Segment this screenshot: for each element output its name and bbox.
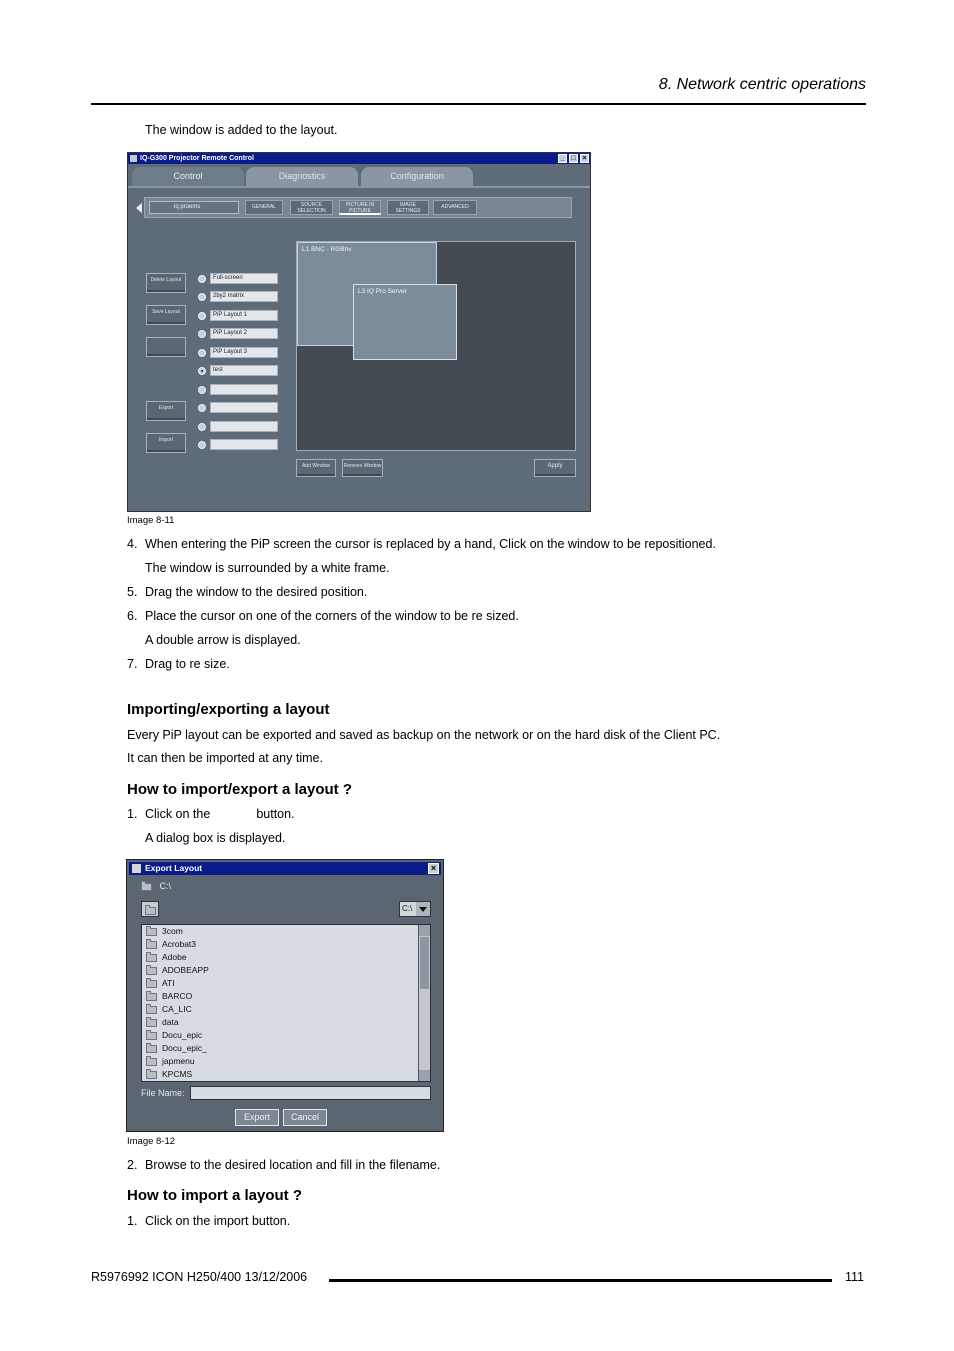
export-confirm-button[interactable]: Export	[235, 1109, 279, 1126]
current-path-text: C:\	[159, 881, 172, 891]
remove-window-button[interactable]: Remove Window	[342, 459, 383, 477]
list-item[interactable]	[146, 1068, 192, 1081]
folder-icon	[146, 1032, 157, 1040]
folder-icon	[146, 967, 157, 975]
paragraph-every-pip: Every PiP layout can be exported and saved as backup on the network or on the hard disk of the Client PC.	[127, 728, 721, 742]
step-number: 2.	[127, 1158, 138, 1172]
nav-left-arrow-icon[interactable]	[136, 203, 142, 213]
paragraph-window-added: The window is added to the layout.	[145, 123, 338, 137]
step-1-export	[127, 807, 295, 821]
layout-name-field[interactable]: Full-screen	[210, 273, 278, 284]
footer-rule	[329, 1279, 832, 1282]
scroll-down-icon[interactable]	[419, 1070, 430, 1081]
step-text: When entering the PiP screen the cursor is replaced by a hand, Click on the window to be repositioned.	[145, 537, 716, 551]
nav-image-settings-button[interactable]: IMAGE SETTINGS	[387, 200, 429, 215]
tab-underline	[128, 186, 590, 188]
folder-icon	[146, 928, 157, 936]
close-button[interactable]: ×	[580, 154, 589, 163]
step-1-import	[127, 1214, 290, 1228]
maximize-button[interactable]: □	[569, 154, 578, 163]
heading-importing-exporting: Importing/exporting a layout	[127, 701, 330, 718]
step-text-a: Click on the	[145, 807, 211, 821]
dialog-titlebar	[129, 862, 441, 875]
nav-advanced-button[interactable]: ADVANCED	[433, 200, 477, 215]
step-6	[127, 609, 519, 623]
export-button[interactable]: Export	[146, 401, 186, 421]
layout-radio-5-selected[interactable]	[198, 367, 206, 375]
layout-name-field[interactable]	[210, 402, 278, 413]
step-number: 7.	[127, 657, 138, 671]
step-number: 4.	[127, 537, 138, 551]
chapter-title: 8. Network centric operations	[658, 76, 866, 93]
scroll-up-icon[interactable]	[419, 925, 430, 936]
cancel-button[interactable]: Cancel	[283, 1109, 327, 1126]
folder-icon	[146, 941, 157, 949]
paragraph-import-any-time: It can then be imported at any time.	[127, 751, 323, 765]
page-number: 111	[845, 1270, 865, 1284]
layout-radio-3[interactable]	[198, 330, 206, 338]
list-item[interactable]	[146, 990, 192, 1003]
tab-control[interactable]: Control	[132, 167, 244, 186]
folder-name: Acrobat3	[162, 939, 197, 949]
list-item[interactable]	[146, 1016, 179, 1029]
step-text-b: button.	[256, 807, 295, 821]
layout-radio-4[interactable]	[198, 349, 206, 357]
pip-window-iq-pro-server[interactable]: L3 IQ Pro Server	[353, 284, 457, 360]
folder-list[interactable]	[141, 924, 431, 1082]
heading-how-to-import-export: How to import/export a layout ?	[127, 781, 353, 798]
step-4	[127, 537, 716, 551]
current-path	[141, 881, 171, 891]
file-name-label: File Name:	[141, 1088, 185, 1098]
step-6-sub: A double arrow is displayed.	[145, 633, 301, 647]
layout-name-field[interactable]: 2by2 matrix	[210, 291, 278, 302]
delete-layout-button[interactable]: Delete Layout	[146, 273, 186, 293]
folder-up-icon	[145, 907, 156, 915]
list-item[interactable]	[146, 977, 175, 990]
list-item[interactable]	[146, 938, 196, 951]
tab-diagnostics[interactable]: Diagnostics	[246, 167, 358, 186]
chevron-down-icon[interactable]	[416, 902, 430, 916]
folder-name: data	[162, 1017, 179, 1027]
blank-button[interactable]	[146, 337, 186, 357]
import-button[interactable]: Import	[146, 433, 186, 453]
dialog-title: Export Layout	[145, 863, 203, 873]
layout-radio-9[interactable]	[198, 441, 206, 449]
folder-name: KPCMS	[162, 1069, 193, 1079]
step-2-browse	[127, 1158, 440, 1172]
folder-name: BARCO	[162, 991, 193, 1001]
layout-radio-0[interactable]	[198, 275, 206, 283]
folder-name: Docu_epic_	[162, 1043, 207, 1053]
folder-icon	[146, 954, 157, 962]
list-item[interactable]	[146, 1003, 192, 1016]
folder-name: japmenu	[162, 1056, 195, 1066]
step-1-sub: A dialog box is displayed.	[145, 831, 286, 845]
list-item[interactable]	[146, 964, 209, 977]
folder-icon	[146, 1045, 157, 1053]
step-number: 1.	[127, 807, 138, 821]
folder-icon	[146, 1019, 157, 1027]
folder-icon	[146, 980, 157, 988]
list-scrollbar[interactable]	[418, 925, 430, 1081]
nav-source-selection-button[interactable]: SOURCE SELECTION	[290, 200, 333, 215]
folder-icon	[141, 883, 152, 891]
folder-name: ADOBEAPP	[162, 965, 209, 975]
step-number: 6.	[127, 609, 138, 623]
layout-name-field[interactable]: PiP Layout 1	[210, 310, 278, 321]
projector-remote-control-window	[127, 152, 591, 512]
list-item[interactable]	[146, 1029, 202, 1042]
folder-icon	[146, 1058, 157, 1066]
step-text: Drag the window to the desired position.	[145, 585, 368, 599]
projector-name-field[interactable]: iq proems	[149, 201, 239, 214]
minimize-button[interactable]: _	[558, 154, 567, 163]
step-4-sub: The window is surrounded by a white frame.	[145, 561, 390, 575]
folder-name: Docu_epic	[162, 1030, 203, 1040]
dialog-close-button[interactable]: ×	[428, 863, 439, 874]
folder-name: Adobe	[162, 952, 187, 962]
layout-name-field[interactable]	[210, 421, 278, 432]
list-item[interactable]	[146, 1055, 195, 1068]
step-text: Place the cursor on one of the corners of the window to be re sized.	[145, 609, 519, 623]
folder-name: CA_LIC	[162, 1004, 192, 1014]
up-folder-button[interactable]	[141, 901, 159, 917]
folder-icon	[146, 993, 157, 1001]
list-item[interactable]	[146, 951, 187, 964]
window-titlebar	[128, 153, 590, 164]
image-caption-1: Image 8-11	[127, 515, 175, 526]
header-rule	[91, 103, 866, 105]
layout-name-field[interactable]	[210, 384, 278, 395]
layout-radio-2[interactable]	[198, 312, 206, 320]
layout-radio-7[interactable]	[198, 404, 206, 412]
dialog-app-icon	[132, 864, 141, 873]
nav-general-button[interactable]: GENERAL	[245, 200, 283, 215]
drive-select[interactable]	[399, 901, 431, 917]
image-caption-2: Image 8-12	[127, 1136, 176, 1147]
save-layout-button[interactable]: Save Layout	[146, 305, 186, 325]
step-number: 1.	[127, 1214, 138, 1228]
folder-icon	[146, 1071, 157, 1079]
step-7	[127, 657, 230, 671]
layout-name-field[interactable]: test	[210, 365, 278, 376]
layout-name-field[interactable]	[210, 439, 278, 450]
layout-radio-1[interactable]	[198, 293, 206, 301]
scroll-thumb[interactable]	[420, 937, 429, 989]
apply-button[interactable]: Apply	[534, 459, 576, 477]
add-window-button[interactable]: Add Window	[296, 459, 336, 477]
step-text: Browse to the desired location and fill in the filename.	[145, 1158, 441, 1172]
step-text: Click on the import button.	[145, 1214, 291, 1228]
step-number: 5.	[127, 585, 138, 599]
step-5	[127, 585, 367, 599]
window-title: IQ-G300 Projector Remote Control	[140, 155, 254, 162]
list-item[interactable]	[146, 925, 183, 938]
app-icon	[130, 155, 137, 162]
section-nav-bar	[144, 197, 572, 218]
export-layout-dialog	[126, 859, 444, 1132]
folder-name: 3com	[162, 926, 183, 936]
drive-select-value: C:\	[402, 904, 413, 913]
layout-radio-6[interactable]	[198, 386, 206, 394]
pip-window-bnc[interactable]: L1 BNC - RGBhv	[297, 242, 437, 346]
heading-how-to-import: How to import a layout ?	[127, 1187, 302, 1204]
folder-icon	[146, 1006, 157, 1014]
nav-picture-in-picture-button[interactable]: PICTURE IN PICTURE	[339, 200, 381, 215]
list-item[interactable]	[146, 1042, 207, 1055]
step-text: Drag to re size.	[145, 657, 230, 671]
tab-configuration[interactable]: Configuration	[361, 167, 473, 186]
file-name-input[interactable]	[190, 1086, 431, 1100]
layout-name-field[interactable]: PiP Layout 3	[210, 347, 278, 358]
folder-name: ATI	[162, 978, 175, 988]
layout-radio-8[interactable]	[198, 423, 206, 431]
footer-doc-info: R5976992 ICON H250/400 13/12/2006	[91, 1270, 308, 1284]
layout-name-field[interactable]: PiP Layout 2	[210, 328, 278, 339]
pip-canvas[interactable]	[296, 241, 576, 451]
